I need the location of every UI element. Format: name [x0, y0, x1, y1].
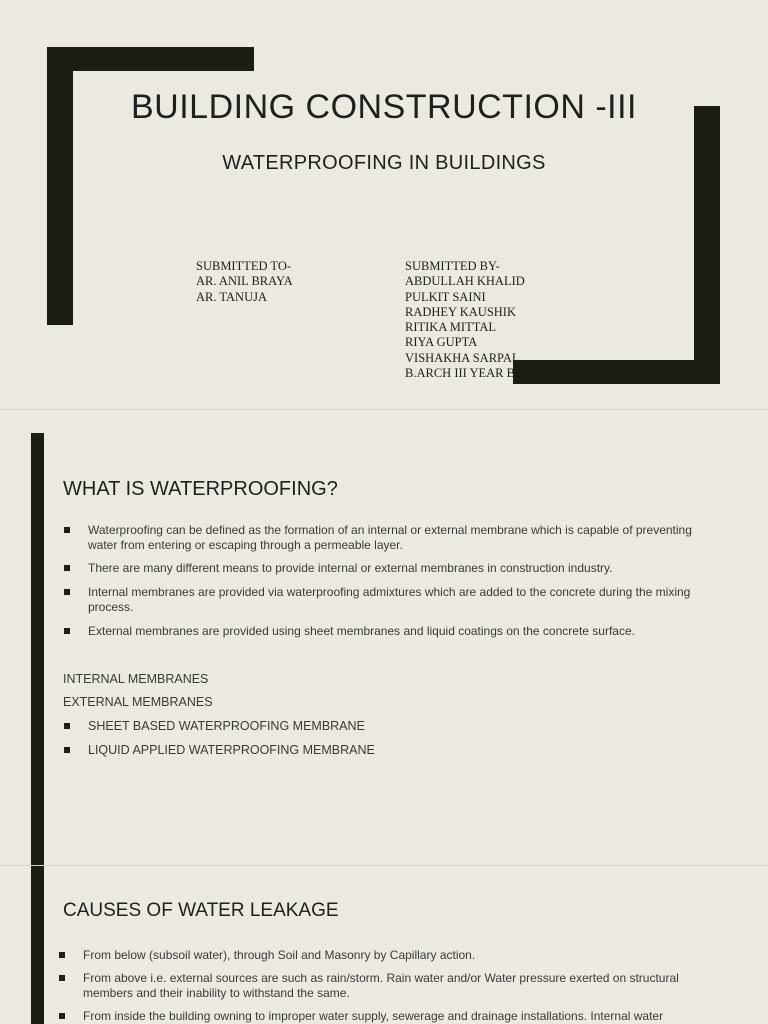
bullet-square-icon [64, 589, 70, 595]
list-item: From below (subsoil water), through Soil and Masonry by Capillary action. [58, 948, 708, 963]
submitted-to-line: SUBMITTED TO- [196, 259, 292, 273]
submitted-by-line: VISHAKHA SARPAL [405, 350, 520, 365]
what-is-waterproofing-slide [0, 410, 768, 865]
internal-membranes-label: INTERNAL MEMBRANES [63, 672, 209, 686]
submitted-to-line: AR. TANUJA [196, 289, 267, 304]
list-item: Waterproofing can be defined as the formation of an internal or external membrane which is capable of preventing water from entering or escaping through a permeable layer. [63, 523, 703, 553]
bullet-square-icon [64, 527, 70, 533]
definition-bullets [63, 523, 703, 639]
membrane-type-bullets [63, 719, 703, 758]
submitted-by-line: RIYA GUPTA [405, 335, 478, 350]
list-item: Internal membranes are provided via waterproofing admixtures which are added to the concrete during the mixing process. [63, 585, 703, 615]
list-item: From above i.e. external sources are such as rain/storm. Rain water and/or Water pressure exerted on structural members and their inability to withstand the same. [58, 971, 708, 1001]
external-membranes-label: EXTERNAL MEMBRANES [63, 695, 213, 709]
submitted-by-line: RITIKA MITTAL [405, 320, 496, 335]
bullet-square-icon [64, 723, 70, 729]
slide-title: BUILDING CONSTRUCTION -III [130, 88, 638, 126]
submitted-by-line: RADHEY KAUSHIK [405, 304, 516, 319]
frame-bottom-right-vertical [694, 106, 720, 384]
submitted-by-line: SUBMITTED BY- [405, 259, 500, 273]
submitted-by-line: PULKIT SAINI [405, 289, 486, 304]
causes-of-water-leakage-slide [0, 866, 768, 1024]
submitted-by-line: ABDULLAH KHALID [405, 274, 525, 289]
bullet-square-icon [64, 565, 70, 571]
slide-heading: CAUSES OF WATER LEAKAGE [63, 900, 339, 921]
bullet-square-icon [59, 975, 65, 981]
list-item: SHEET BASED WATERPROOFING MEMBRANE [63, 719, 703, 734]
bullet-square-icon [59, 1013, 65, 1019]
submitted-to-list [196, 259, 293, 305]
list-item: There are many different means to provide internal or external membranes in construction industry. [63, 561, 703, 576]
slide-subtitle: WATERPROOFING IN BUILDINGS [222, 152, 546, 174]
accent-bar [31, 433, 44, 865]
bullet-square-icon [64, 747, 70, 753]
submitted-to-line: AR. ANIL BRAYA [196, 274, 293, 289]
title-slide [0, 0, 768, 410]
causes-bullets [58, 948, 708, 1024]
frame-bottom-right-horizontal [513, 360, 720, 384]
list-item: External membranes are provided using sheet membranes and liquid coatings on the concrete surface. [63, 624, 703, 639]
slide-heading: WHAT IS WATERPROOFING? [63, 478, 338, 500]
accent-bar [31, 866, 44, 1024]
frame-top-left-horizontal [47, 47, 254, 71]
submitted-by-list [405, 259, 525, 381]
list-item: LIQUID APPLIED WATERPROOFING MEMBRANE [63, 743, 703, 758]
submitted-by-line: B.ARCH III YEAR B [405, 366, 515, 381]
list-item: From inside the building owning to improper water supply, sewerage and drainage installations. Internal water [58, 1009, 708, 1024]
bullet-square-icon [64, 628, 70, 634]
bullet-square-icon [59, 952, 65, 958]
